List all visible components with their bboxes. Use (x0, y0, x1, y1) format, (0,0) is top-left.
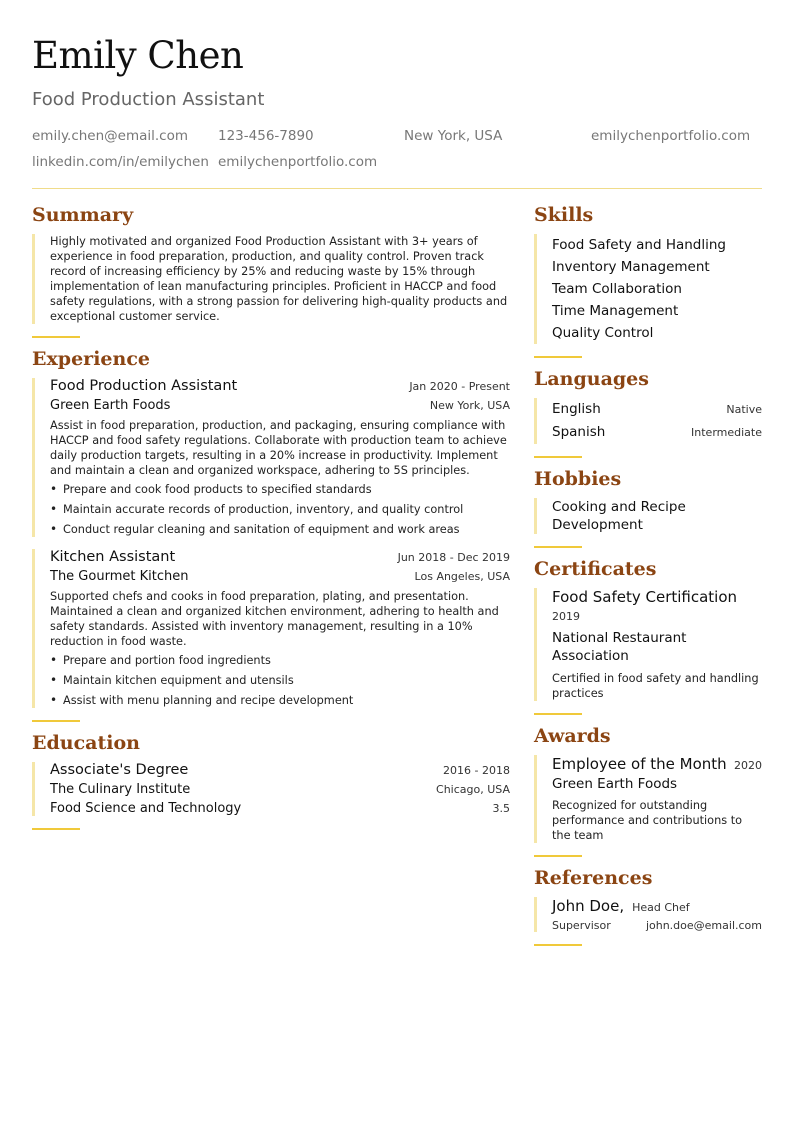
right-column (534, 204, 762, 956)
summary-heading: Summary (32, 204, 134, 226)
education-school: The Culinary Institute (50, 782, 191, 797)
hobbies-list (534, 498, 762, 534)
summary-body (32, 234, 510, 324)
education-location: Chicago, USA (436, 783, 510, 796)
language-name: English (552, 401, 601, 417)
contact-email[interactable]: emily.chen@email.com (32, 128, 189, 144)
references-heading: References (534, 867, 653, 889)
certificate-name: Food Safety Certification (552, 588, 738, 606)
job-title: Food Production Assistant (50, 378, 238, 394)
awards-heading: Awards (534, 725, 611, 747)
skill-item: Quality Control (552, 325, 654, 341)
language-row (552, 421, 762, 444)
left-column (32, 204, 510, 840)
hobby-item: Cooking and Recipe Development (552, 499, 686, 533)
job-description: Supported chefs and cooks in food preparation, plating, and presentation. Maintained a clean and organized kitchen environment, adhering to health and safety standards. Assisted with inventory management, resulting in a 10% reduction in food waste. (50, 590, 499, 648)
language-name: Spanish (552, 424, 606, 440)
education-dates: 2016 - 2018 (443, 764, 510, 777)
certificate-description: Certified in food safety and handling practices (552, 672, 759, 700)
hobbies-heading: Hobbies (534, 468, 622, 490)
certificates-heading: Certificates (534, 558, 657, 580)
reference-relation: Supervisor (552, 919, 611, 932)
education-degree: Associate's Degree (50, 762, 189, 778)
certificate-entry (534, 588, 762, 701)
job-bullets (50, 653, 510, 708)
skill-item: Team Collaboration (552, 281, 682, 297)
job-company: The Gourmet Kitchen (50, 569, 189, 584)
award-description: Recognized for outstanding performance and contributions to the team (552, 799, 743, 842)
contact-linkedin[interactable]: linkedin.com/in/emilychen (32, 154, 209, 170)
job-bullet: • Maintain kitchen equipment and utensils (50, 673, 510, 688)
candidate-title: Food Production Assistant (32, 89, 265, 110)
education-field: Food Science and Technology (50, 801, 242, 816)
section-underline (534, 713, 582, 715)
certificates-section (534, 558, 762, 715)
section-underline (534, 944, 582, 946)
job-location: Los Angeles, USA (414, 570, 510, 583)
award-org: Green Earth Foods (552, 776, 678, 792)
awards-section (534, 725, 762, 857)
education-gpa: 3.5 (492, 802, 510, 815)
job-entry (32, 378, 510, 537)
job-dates: Jun 2018 - Dec 2019 (397, 551, 510, 564)
experience-heading: Experience (32, 348, 150, 370)
reference-name: John Doe, (552, 897, 625, 915)
candidate-name: Emily Chen (32, 34, 244, 77)
job-dates: Jan 2020 - Present (409, 380, 510, 393)
reference-entry (534, 897, 762, 932)
job-bullets (50, 482, 510, 537)
language-row (552, 398, 762, 421)
hobbies-section (534, 468, 762, 548)
education-body (32, 762, 510, 816)
references-section (534, 867, 762, 946)
job-bullet: • Maintain accurate records of production, inventory, and quality control (50, 502, 510, 517)
award-year: 2020 (734, 759, 762, 772)
education-heading: Education (32, 732, 140, 754)
summary-section (32, 204, 510, 338)
reference-title: Head Chef (632, 901, 690, 914)
job-title: Kitchen Assistant (50, 549, 176, 565)
contact-location: New York, USA (404, 128, 503, 144)
language-level: Native (726, 403, 762, 416)
header-divider (32, 188, 762, 189)
language-level: Intermediate (691, 426, 762, 439)
certificate-year: 2019 (552, 610, 580, 623)
job-company: Green Earth Foods (50, 398, 171, 413)
languages-section (534, 368, 762, 458)
section-underline (534, 546, 582, 548)
section-underline (534, 855, 582, 857)
skill-item: Time Management (552, 303, 679, 319)
section-underline (534, 356, 582, 358)
section-underline (32, 720, 80, 722)
skills-section (534, 204, 762, 358)
skill-item: Inventory Management (552, 259, 710, 275)
contact-portfolio[interactable]: emilychenportfolio.com (591, 128, 751, 144)
section-underline (32, 828, 80, 830)
languages-list (534, 398, 762, 444)
experience-section (32, 348, 510, 722)
award-title: Employee of the Month (552, 755, 727, 773)
skill-item: Food Safety and Handling (552, 237, 727, 253)
job-location: New York, USA (429, 399, 510, 412)
contact-phone: 123-456-7890 (218, 128, 314, 144)
contact-portfolio-2[interactable]: emilychenportfolio.com (218, 154, 378, 170)
job-bullet: • Assist with menu planning and recipe development (50, 693, 510, 708)
award-entry (534, 755, 762, 843)
summary-text: Highly motivated and organized Food Production Assistant with 3+ years of experience in food preparation, production, and quality control. Proven track record of increasing efficiency by 25% and reducing waste by 15% through implementation of lean manufacturing principles. Proficient in HACCP and food safety regulations, with a strong passion for delivering high-quality products and exceptional customer service. (50, 235, 508, 323)
languages-heading: Languages (534, 368, 649, 390)
reference-email[interactable]: john.doe@email.com (645, 919, 762, 932)
section-underline (32, 336, 80, 338)
job-bullet: • Prepare and portion food ingredients (50, 653, 510, 668)
job-bullet: • Conduct regular cleaning and sanitation of equipment and work areas (50, 522, 510, 537)
job-description: Assist in food preparation, production, and packaging, ensuring compliance with HACCP and food safety regulations. Collaborate with production team to achieve daily production targets, resulting in a 20% increase in productivity. Implement and maintain a clean and organized workspace, adhering to 5S principles. (50, 419, 507, 477)
job-bullet: • Prepare and cook food products to specified standards (50, 482, 510, 497)
skills-list (534, 234, 762, 344)
education-section (32, 732, 510, 830)
job-entry (32, 549, 510, 708)
certificate-issuer: National Restaurant Association (552, 630, 687, 664)
skills-heading: Skills (534, 204, 594, 226)
section-underline (534, 456, 582, 458)
